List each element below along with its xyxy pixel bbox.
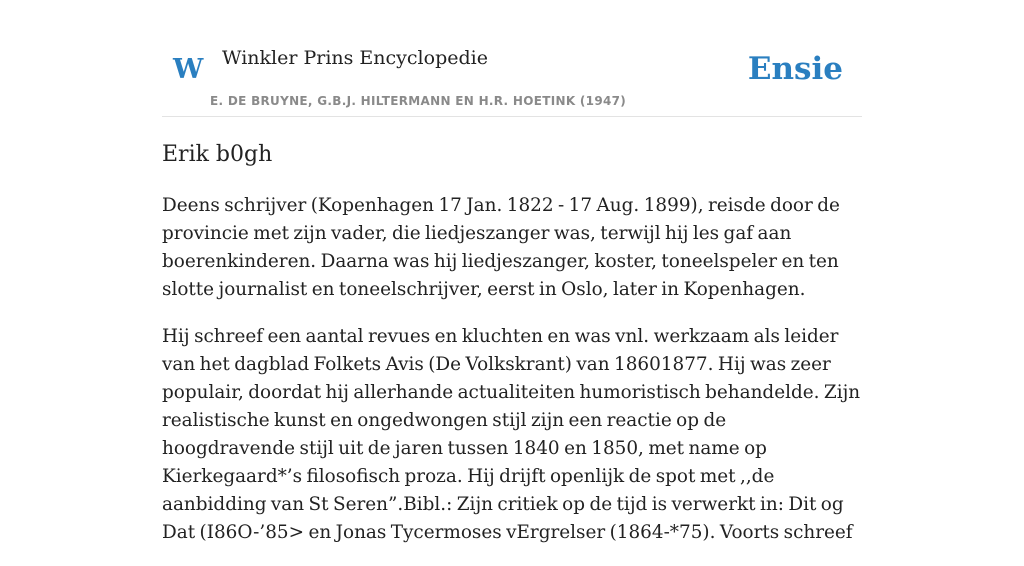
ensie-logo[interactable]: Ensie [747, 51, 843, 87]
page-container [162, 0, 862, 543]
source-authors: E. DE BRUYNE, G.B.J. HILTERMANN EN H.R. HOETINK (1947) [210, 94, 627, 108]
winkler-prins-logo[interactable]: W [173, 54, 204, 85]
source-title[interactable]: Winkler Prins Encyclopedie [222, 47, 488, 69]
article-paragraph: Deens schrijver (Kopenhagen 17 Jan. 1822 - 17 Aug. 1899), reisde door de provincie met zijn vader, die liedjeszanger was, terwijl hij les gaf aan boerenkinderen. Daarna was hij liedjeszanger, koster, toneelspeler en ten slotte journalist en toneelschrijver, eerst in Oslo, later in Kopenhagen. [162, 195, 840, 300]
article-body [162, 192, 862, 566]
site-header [162, 0, 862, 117]
article-paragraph: Hij schreef een aantal revues en kluchten en was vnl. werkzaam als leider van het dagblad Folkets Avis (De Volkskrant) van 18601877. Hij was zeer populair, doordat hij allerhande actualiteiten humoristisch behandelde. Zijn realistische kunst en ongedwongen stijl zijn een reactie op de hoogdravende stijl uit de jaren tussen 1840 en 1850, met name op Kierkegaard*’s filosofisch proza. Hij drijft openlijk de spot met ,,de aanbidding van St Seren”.Bibl.: Zijn critiek op de tijd is verwerkt in: Dit og Dat (I86O-’85> en Jonas Tycermoses vErgrelser (1864-*75). Voorts schreef [162, 326, 861, 543]
article-title: Erik b0gh [162, 142, 273, 167]
